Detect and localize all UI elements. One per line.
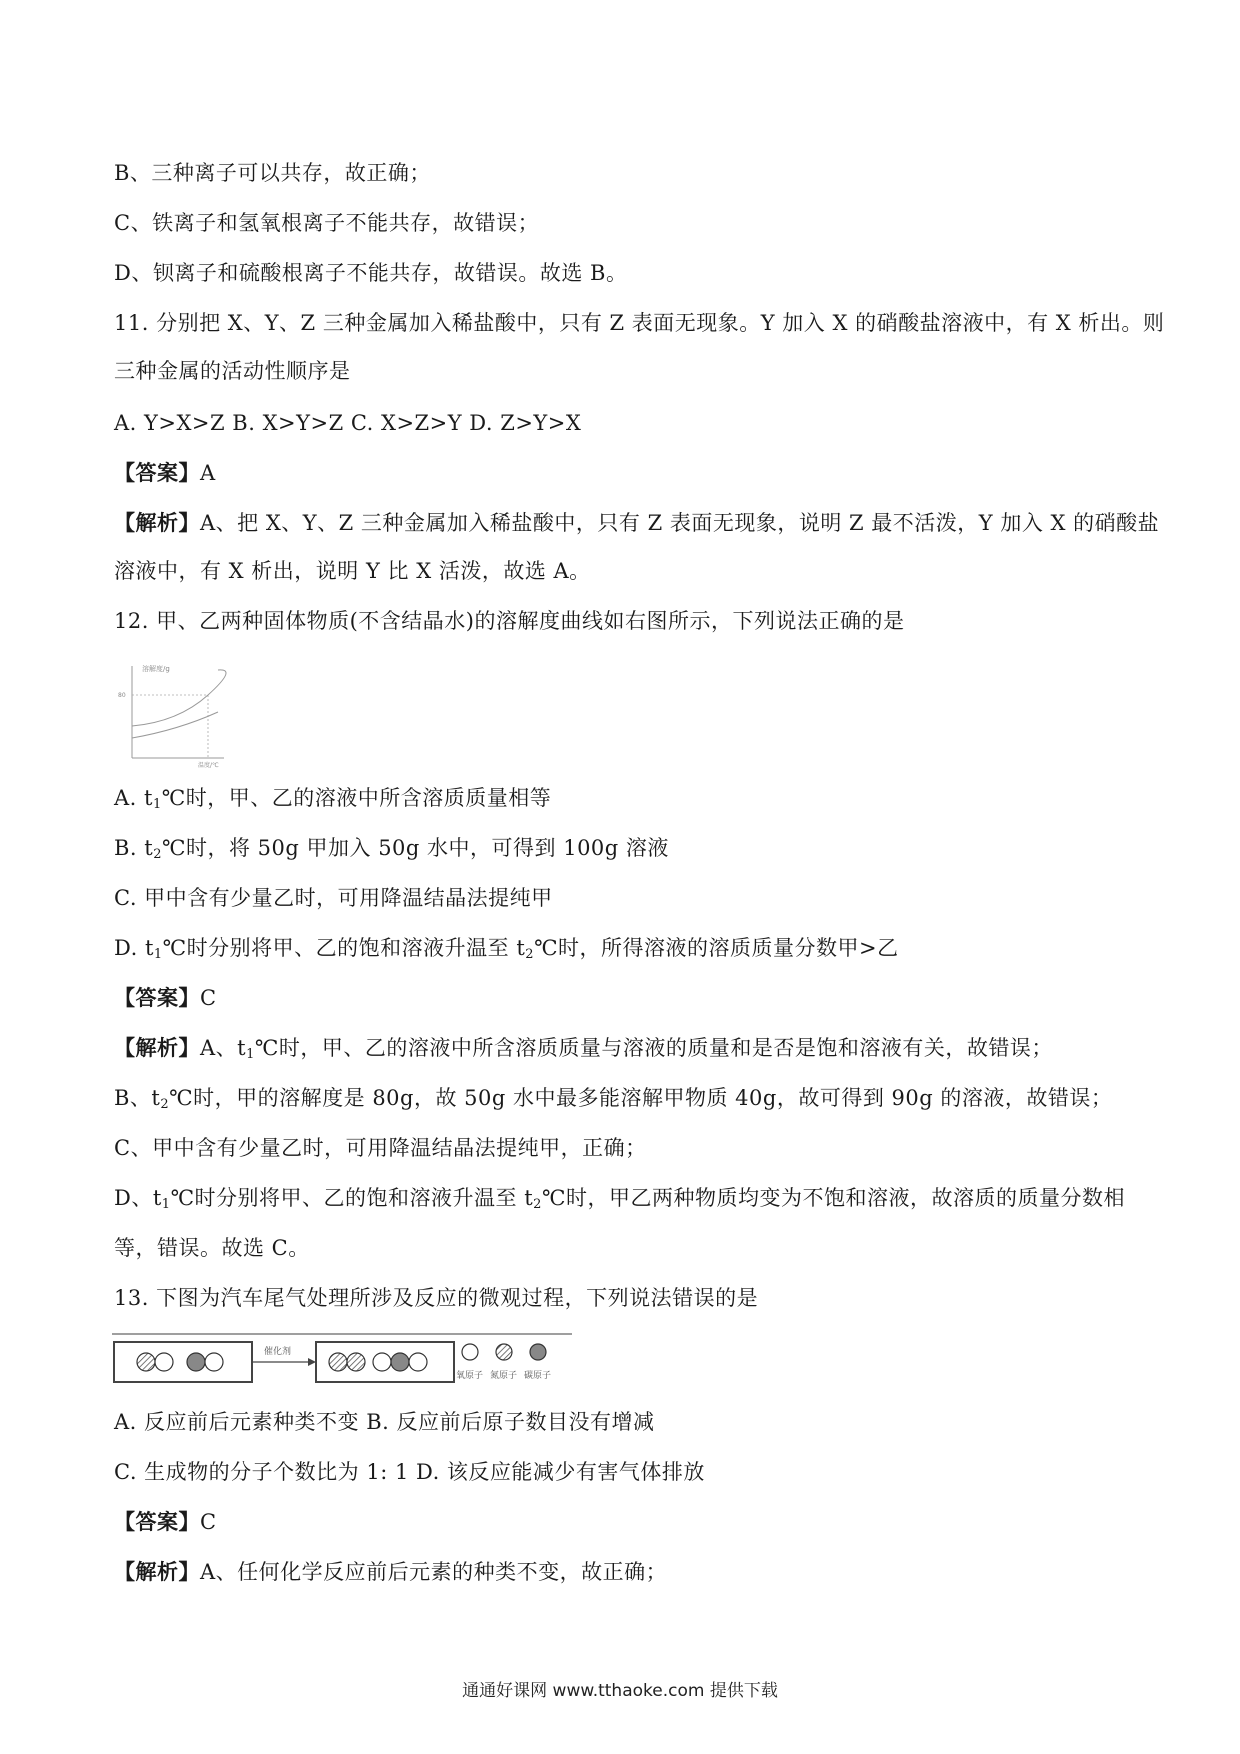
- question-11-options: A. Y>X>Z B. X>Y>Z C. X>Z>Y D. Z>Y>X: [114, 411, 582, 435]
- legend-nitrogen-label: 氮原子: [490, 1371, 518, 1381]
- page-footer: 通通好课网 www.tthaoke.com 提供下载: [462, 1681, 778, 1701]
- catalyst-label: 催化剂: [264, 1347, 292, 1357]
- legend-oxygen-icon: [462, 1344, 478, 1360]
- oxygen-atom: [409, 1353, 427, 1371]
- question-12-option-a: A. $t_1℃$时，甲、乙的溶液中所含溶质质量相等: [114, 786, 552, 812]
- question-11-line-1: 11. 分别把 X、Y、Z 三种金属加入稀盐酸中，只有 Z 表面无现象。Y 加入 X 的硝酸盐溶液中，有 X 析出。则: [114, 311, 1165, 335]
- oxygen-atom: [155, 1353, 173, 1371]
- answer-label: 【答案】: [114, 460, 200, 485]
- question-12-option-d: D. $t_1℃$时分别将甲、乙的饱和溶液升温至 $t_2℃$时，所得溶液的溶质质量分数甲>乙: [114, 936, 899, 962]
- x-axis-label: 温度/℃: [198, 762, 219, 768]
- answer-value: C: [200, 1510, 217, 1534]
- nitrogen-atom: [137, 1353, 155, 1371]
- answer-value: C: [200, 986, 217, 1010]
- carbon-atom: [187, 1353, 205, 1371]
- legend-nitrogen-icon: [496, 1344, 512, 1360]
- legend-carbon-label: 碳原子: [524, 1371, 552, 1381]
- explanation-text: A、把 X、Y、Z 三种金属加入稀盐酸中，只有 Z 表面无现象，说明 Z 最不活泼，Y 加入 X 的硝酸盐: [200, 511, 1160, 535]
- y-axis-label: 溶解度/g: [142, 665, 170, 673]
- explanation-label: 【解析】: [114, 510, 200, 535]
- y-tick-label: 80: [118, 692, 126, 699]
- explanation-label: 【解析】: [114, 1035, 200, 1060]
- explanation-label: 【解析】: [114, 1559, 200, 1584]
- answer-label: 【答案】: [114, 985, 200, 1010]
- answer-label: 【答案】: [114, 1509, 200, 1534]
- curve-jia: [132, 670, 226, 726]
- question-12-explanation-5: 等，错误。故选 C。: [114, 1236, 310, 1260]
- nitrogen-atom: [347, 1353, 365, 1371]
- question-12-stem: 12. 甲、乙两种固体物质(不含结晶水)的溶解度曲线如右图所示，下列说法正确的是: [114, 609, 905, 633]
- text-line-2: C、铁离子和氢氧根离子不能共存，故错误；: [114, 211, 540, 235]
- question-12-explanation-1: 【解析】A、$t_1℃$时，甲、乙的溶液中所含溶质质量与溶液的质量和是否是饱和溶液有关，故错误；: [114, 1035, 1053, 1062]
- question-11-explanation-1: [114, 509, 1159, 537]
- nitrogen-atom: [329, 1353, 347, 1371]
- question-13-answer: [114, 1508, 217, 1536]
- oxygen-atom: [373, 1353, 391, 1371]
- question-12-option-c: C. 甲中含有少量乙时，可用降温结晶法提纯甲: [114, 886, 553, 910]
- question-13-explanation-1: 【解析】A、任何化学反应前后元素的种类不变，故正确；: [114, 1559, 668, 1584]
- question-12-answer: [114, 984, 217, 1012]
- solubility-curve-figure: [118, 660, 230, 768]
- legend-oxygen-label: 氧原子: [456, 1371, 484, 1381]
- question-11-line-2: 三种金属的活动性顺序是: [114, 359, 351, 383]
- arrow-head: [308, 1358, 316, 1366]
- oxygen-atom: [205, 1353, 223, 1371]
- question-13-stem: 13. 下图为汽车尾气处理所涉及反应的微观过程，下列说法错误的是: [114, 1286, 759, 1310]
- question-12-explanation-3: C、甲中含有少量乙时，可用降温结晶法提纯甲，正确；: [114, 1136, 647, 1160]
- question-13-options-2: C. 生成物的分子个数比为 1: 1 D. 该反应能减少有害气体排放: [114, 1460, 705, 1484]
- question-12-explanation-2: B、$t_2℃$时，甲的溶解度是 80g，故 50g 水中最多能溶解甲物质 40g，故可得到 90g 的溶液，故错误；: [114, 1086, 1113, 1112]
- text-line-3: D、钡离子和硫酸根离子不能共存，故错误。故选 B。: [114, 261, 628, 285]
- question-12-explanation-4: D、$t_1℃$时分别将甲、乙的饱和溶液升温至 $t_2℃$时，甲乙两种物质均变为不饱和溶液，故溶质的质量分数相: [114, 1186, 1125, 1212]
- question-12-option-b: B. $t_2℃$时，将 50g 甲加入 50g 水中，可得到 100g 溶液: [114, 836, 669, 862]
- reaction-diagram: [112, 1332, 572, 1388]
- legend-carbon-icon: [530, 1344, 546, 1360]
- answer-value: A: [200, 461, 216, 485]
- reactants-box: [114, 1342, 252, 1382]
- question-13-options-1: A. 反应前后元素种类不变 B. 反应前后原子数目没有增减: [114, 1410, 655, 1434]
- text-line-1: B、三种离子可以共存，故正确；: [114, 161, 431, 185]
- carbon-atom: [391, 1353, 409, 1371]
- question-11-explanation-2: 溶液中，有 X 析出，说明 Y 比 X 活泼，故选 A。: [114, 559, 591, 583]
- question-11-answer: [114, 459, 216, 487]
